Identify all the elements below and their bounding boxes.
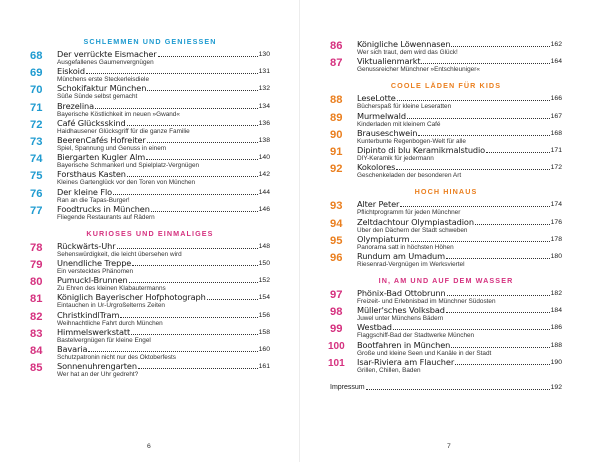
toc-entry[interactable] <box>30 362 270 379</box>
entry-title: Phönix-Bad Ottobrunn <box>357 288 446 299</box>
entry-title: Foodtrucks in München <box>57 203 150 214</box>
dot-leader <box>138 368 258 369</box>
dot-leader <box>147 142 258 143</box>
dot-leader <box>95 108 258 109</box>
entry-title: Bavaria <box>57 344 88 354</box>
toc-entry[interactable] <box>330 112 562 129</box>
entry-page: 138 <box>258 136 270 144</box>
entry-title-line <box>57 259 270 268</box>
toc-entry[interactable] <box>330 358 562 375</box>
toc-entry[interactable] <box>30 67 270 84</box>
entry-title: Viktualienmarkt <box>357 56 421 67</box>
entry-number: 88 <box>330 94 343 107</box>
entry-page: 160 <box>258 346 270 353</box>
dot-leader <box>131 334 258 335</box>
entry-subtitle: Zu Ehren des kleinen Klabautermanns <box>57 285 166 293</box>
section-title: COOLE LÄDEN FÜR KIDS <box>390 81 502 91</box>
dot-leader <box>158 56 258 57</box>
toc-entry[interactable] <box>330 252 562 269</box>
toc-entry[interactable] <box>330 341 562 358</box>
dot-leader <box>113 194 258 195</box>
toc-entry[interactable] <box>330 235 562 252</box>
entry-subtitle: Ausgefallenes Gaumenvergnügen <box>57 59 154 66</box>
entry-subtitle: Riesenrad-Vergnügen im Werksviertel <box>357 260 465 268</box>
entry-number: 79 <box>30 259 43 272</box>
entry-page: 180 <box>550 252 562 260</box>
entry-page: 171 <box>550 146 562 154</box>
entry-number: 85 <box>30 362 43 375</box>
imprint-label: Impressum <box>330 384 365 391</box>
entry-title: Der kleine Flo <box>57 186 113 197</box>
entry-number: 82 <box>30 310 43 323</box>
toc-entry[interactable] <box>30 259 270 276</box>
entry-title-line <box>357 235 562 244</box>
entry-title: Eiskoid <box>57 66 85 77</box>
toc-entry[interactable] <box>330 218 562 235</box>
dot-leader <box>411 241 550 242</box>
dot-leader <box>393 329 550 330</box>
entry-title-line <box>357 94 562 103</box>
dot-leader <box>447 295 550 296</box>
entry-page: 186 <box>550 324 562 332</box>
entry-subtitle: Süße Sünde selbst gemacht <box>57 93 138 101</box>
entry-title: Dipinto di blu Keramikmalstudio <box>357 144 486 155</box>
dot-leader <box>117 248 258 249</box>
entry-title-line <box>357 289 562 298</box>
toc-entry[interactable] <box>30 345 270 362</box>
entry-title-line <box>357 306 562 315</box>
entry-subtitle: Panorama satt in höchsten Höhen <box>357 243 454 251</box>
entry-page: 148 <box>258 242 270 250</box>
entry-subtitle: Geschenkeladen der besonderen Art <box>357 172 462 180</box>
dot-leader <box>451 347 549 348</box>
entry-number: 74 <box>30 153 43 166</box>
section-title: HOCH HINAUS <box>414 187 478 197</box>
toc-entry[interactable] <box>330 323 562 340</box>
toc-entry[interactable] <box>30 102 270 119</box>
imprint-entry[interactable] <box>330 383 562 392</box>
entry-title-line <box>357 112 562 121</box>
toc-entry[interactable] <box>30 311 270 328</box>
right-toc-column <box>330 40 562 392</box>
entry-number: 84 <box>30 345 43 357</box>
toc-entry[interactable] <box>330 94 562 111</box>
entry-title-line <box>57 50 270 59</box>
dot-leader <box>132 265 257 266</box>
entry-title-line <box>57 67 270 76</box>
entry-subtitle: Fliegende Restaurants auf Rädern <box>57 213 155 221</box>
entry-title: Pumuckl-Brunnen <box>57 275 128 286</box>
entry-title: Alter Peter <box>357 199 400 210</box>
entry-number: 89 <box>330 111 343 124</box>
entry-title: Zeltdachtour Olympiastadion <box>357 216 474 227</box>
entry-number: 73 <box>30 135 43 148</box>
entry-number: 83 <box>30 327 43 340</box>
entry-subtitle: Bücherspaß für kleine Leseratten <box>357 103 452 111</box>
entry-subtitle: Wer hat an der Uhr gedreht? <box>57 371 139 379</box>
entry-page: 182 <box>550 290 562 298</box>
entry-title-line <box>57 136 270 145</box>
entry-title: Königlich Bayerischer Hofphotograph <box>57 292 206 303</box>
entry-page: 174 <box>550 201 562 209</box>
entry-page: 178 <box>550 235 562 243</box>
entry-page: 134 <box>258 102 270 110</box>
entry-page: 166 <box>550 95 562 103</box>
entry-subtitle: Über den Dächern der Stadt schweben <box>357 226 468 234</box>
entry-subtitle: Genussreicher Münchner »Entschleuniger« <box>357 66 480 74</box>
entry-title: Café Glücksskind <box>57 117 126 128</box>
entry-title: Himmelswerkstatt <box>57 326 131 337</box>
entry-title-line <box>357 218 562 227</box>
entry-title: Murmelwald <box>357 110 406 121</box>
entry-number: 77 <box>30 204 43 217</box>
entry-number: 97 <box>330 289 343 302</box>
entry-number: 75 <box>30 170 43 183</box>
entry-subtitle: Ran an die Tapas-Burger! <box>57 196 130 204</box>
entry-subtitle: Haidhausener Glücksgriff für die ganze Familie <box>57 127 190 135</box>
toc-entry[interactable] <box>330 146 562 163</box>
entry-title: Der verrückte Eismacher <box>57 49 157 59</box>
entry-title: Biergarten Kugler Alm <box>57 152 146 163</box>
entry-number: 92 <box>330 163 343 176</box>
entry-page: 184 <box>550 307 562 315</box>
toc-entry[interactable] <box>30 84 270 101</box>
entry-number: 96 <box>330 251 343 264</box>
dot-leader <box>127 125 258 126</box>
entry-title-line <box>57 188 270 197</box>
entry-number: 94 <box>330 217 343 230</box>
entry-title: Olympiaturm <box>357 233 410 244</box>
toc-entry[interactable] <box>30 136 270 153</box>
entry-title-line <box>357 341 562 350</box>
dot-leader <box>418 135 549 136</box>
entry-title-line <box>357 40 562 49</box>
dot-leader <box>475 224 550 225</box>
entry-number: 98 <box>330 306 343 319</box>
toc-entry[interactable] <box>330 40 562 57</box>
dot-leader <box>127 176 258 177</box>
entry-title-line <box>57 84 270 93</box>
entry-number: 101 <box>328 357 345 369</box>
dot-leader <box>407 118 550 119</box>
dot-leader <box>146 159 258 160</box>
entry-number: 68 <box>30 50 43 62</box>
entry-title-line <box>57 153 270 162</box>
entry-title: LeseLotte <box>357 93 396 104</box>
entry-title: Westbad <box>357 322 392 333</box>
entry-number: 87 <box>330 57 343 70</box>
entry-number: 100 <box>328 340 345 352</box>
entry-page: 176 <box>550 218 562 226</box>
imprint-page: 192 <box>550 384 562 391</box>
entry-title: Königliche Löwennasen <box>357 39 451 49</box>
dot-leader <box>86 73 258 74</box>
entry-page: 144 <box>258 188 270 196</box>
entry-title: Brauseschwein <box>357 127 418 138</box>
dot-leader <box>151 211 258 212</box>
dot-leader <box>396 169 549 170</box>
entry-subtitle: DIY-Keramik für jedermann <box>357 154 434 162</box>
dot-leader <box>446 258 550 259</box>
entry-number: 80 <box>30 276 43 289</box>
entry-title-line <box>57 311 270 320</box>
dot-leader <box>451 46 549 47</box>
entry-page: 152 <box>258 277 270 285</box>
entry-title-line <box>57 276 270 285</box>
entry-page: 140 <box>258 154 270 162</box>
toc-entry[interactable] <box>330 306 562 323</box>
entry-title: Rundum am Umadum <box>357 250 446 261</box>
entry-page: 188 <box>550 341 562 349</box>
entry-title: Forsthaus Kasten <box>57 169 126 180</box>
toc-entry[interactable] <box>30 50 270 67</box>
entry-number: 99 <box>330 323 343 336</box>
entry-title: ChristkindlTram <box>57 309 120 320</box>
entry-number: 86 <box>330 40 343 52</box>
section-title: SCHLEMMEN UND GENIESSEN <box>83 37 217 46</box>
page-number-right: 7 <box>447 443 451 450</box>
entry-page: 172 <box>550 164 562 172</box>
dot-leader <box>400 206 549 207</box>
entry-page: 130 <box>258 51 270 58</box>
entry-title-line <box>357 200 562 209</box>
toc-entry[interactable] <box>330 289 562 306</box>
entry-title-line <box>357 57 562 66</box>
entry-number: 81 <box>30 293 43 306</box>
left-toc-column <box>30 36 270 379</box>
entry-subtitle: Pflichtprogramm für jeden Münchner <box>357 209 461 217</box>
entry-page: 168 <box>550 129 562 137</box>
entry-number: 90 <box>330 128 343 141</box>
entry-title-line <box>57 205 270 214</box>
entry-subtitle: Bayerische Schmankerl und Spielplatz-Vergnügen <box>57 162 200 170</box>
dot-leader <box>88 351 257 352</box>
entry-page: 146 <box>258 205 270 213</box>
entry-title: Rückwärts-Uhr <box>57 240 116 251</box>
entry-subtitle: Sehenswürdigkeit, die leicht übersehen wird <box>57 250 182 258</box>
entry-subtitle: Kunterbunte Regenbogen-Welt für alle <box>357 137 466 145</box>
section-title: IN, AM UND AUF DEM WASSER <box>378 276 514 286</box>
entry-subtitle: Spiel, Spannung und Genuss in einem <box>57 144 167 152</box>
toc-entry[interactable] <box>30 119 270 136</box>
dot-leader <box>397 100 550 101</box>
entry-title: Müller'sches Volksbad <box>357 305 445 316</box>
entry-title: Kokolores <box>357 162 396 173</box>
entry-page: 136 <box>258 119 270 127</box>
dot-leader <box>455 364 550 365</box>
entry-page: 142 <box>258 171 270 179</box>
toc-entry[interactable] <box>330 129 562 146</box>
entry-title: Bootfahren in München <box>357 339 451 350</box>
entry-subtitle: Ein verstecktes Phänomen <box>57 268 134 276</box>
toc-entry[interactable] <box>330 163 562 180</box>
entry-title-line <box>357 146 562 155</box>
toc-entry[interactable] <box>330 200 562 217</box>
entry-page: 167 <box>550 112 562 120</box>
entry-subtitle: Bastelvergnügen für kleine Engel <box>57 336 151 344</box>
entry-title-line <box>57 293 270 302</box>
entry-page: 156 <box>258 311 270 319</box>
toc-entry[interactable] <box>30 276 270 293</box>
entry-subtitle: Münchens erste Steckerleisdiele <box>57 76 149 84</box>
entry-subtitle: Juwel unter Münchens Bädern <box>357 315 444 323</box>
dot-leader <box>147 90 257 91</box>
entry-subtitle: Schutzpatronin nicht nur des Oktoberfests <box>57 354 177 361</box>
entry-page: 164 <box>550 58 562 66</box>
entry-number: 72 <box>30 118 43 131</box>
entry-title: Schokifaktur München <box>57 83 147 94</box>
entry-page: 150 <box>258 260 270 268</box>
entry-subtitle: Eintauchen in Ur-Urgroßelterns Zeiten <box>57 302 165 310</box>
toc-entry[interactable] <box>30 293 270 310</box>
right-page <box>300 0 600 462</box>
entry-title-line <box>57 345 270 354</box>
entry-title: Sonnenuhrengarten <box>57 361 137 372</box>
entry-subtitle: Große und kleine Seen und Kanäle in der Stadt <box>357 349 492 357</box>
entry-number: 70 <box>30 84 43 97</box>
entry-title-line <box>57 119 270 128</box>
entry-number: 91 <box>330 145 343 158</box>
entry-page: 131 <box>258 68 270 76</box>
entry-subtitle: Kinderladen mit kleinem Café <box>357 120 441 128</box>
dot-leader <box>120 317 257 318</box>
entry-title: Unendliche Treppe <box>57 258 132 269</box>
toc-entry[interactable] <box>330 57 562 74</box>
entry-title-line <box>57 170 270 179</box>
entry-subtitle: Kleines Gartenglück vor den Toren von München <box>57 179 196 187</box>
entry-page: 190 <box>550 358 562 366</box>
entry-title-line <box>357 252 562 261</box>
entry-title-line <box>357 323 562 332</box>
entry-number: 78 <box>30 241 43 254</box>
dot-leader <box>421 63 549 64</box>
entry-title-line <box>57 328 270 337</box>
entry-page: 132 <box>258 85 270 93</box>
entry-page: 154 <box>258 294 270 302</box>
entry-subtitle: Bayerische Köstlichkeit im neuen »Gwand« <box>57 110 180 118</box>
dot-leader <box>366 389 550 390</box>
entry-page: 162 <box>550 41 562 48</box>
entry-title-line <box>357 163 562 172</box>
entry-subtitle: Flaggschiff-Bad der Stadtwerke München <box>357 332 475 340</box>
toc-entry[interactable] <box>30 153 270 170</box>
entry-title-line <box>57 242 270 251</box>
section-title: KURIOSES UND EINMALIGES <box>86 228 214 238</box>
entry-title-line <box>357 129 562 138</box>
entry-number: 93 <box>330 200 343 213</box>
entry-title: BeerenCafés Hofreiter <box>57 134 146 145</box>
entry-subtitle: Weihnachtliche Fahrt durch München <box>57 319 163 327</box>
toc-entry[interactable] <box>30 242 270 259</box>
entry-page: 158 <box>258 328 270 336</box>
entry-title: Isar-Riviera am Flaucher <box>357 356 455 367</box>
dot-leader <box>446 312 550 313</box>
entry-subtitle: Wer sich traut, dem wird das Glück! <box>357 49 458 56</box>
entry-title-line <box>57 102 270 111</box>
entry-number: 71 <box>30 101 43 114</box>
entry-title-line <box>57 362 270 371</box>
dot-leader <box>207 299 258 300</box>
toc-entry[interactable] <box>30 205 270 222</box>
entry-title-line <box>357 358 562 367</box>
entry-subtitle: Grillen, Chillen, Baden <box>357 366 421 374</box>
dot-leader <box>129 282 258 283</box>
entry-number: 69 <box>30 67 43 80</box>
entry-title: Brezelina <box>57 100 95 111</box>
entry-number: 95 <box>330 234 343 247</box>
page-number-left: 6 <box>147 443 151 450</box>
toc-entry[interactable] <box>30 170 270 187</box>
dot-leader <box>486 152 550 153</box>
toc-entry[interactable] <box>30 188 270 205</box>
entry-page: 161 <box>258 363 270 371</box>
entry-subtitle: Freizeit- und Erlebnisbad im Münchner Südosten <box>357 298 496 306</box>
toc-entry[interactable] <box>30 328 270 345</box>
entry-number: 76 <box>30 187 43 200</box>
